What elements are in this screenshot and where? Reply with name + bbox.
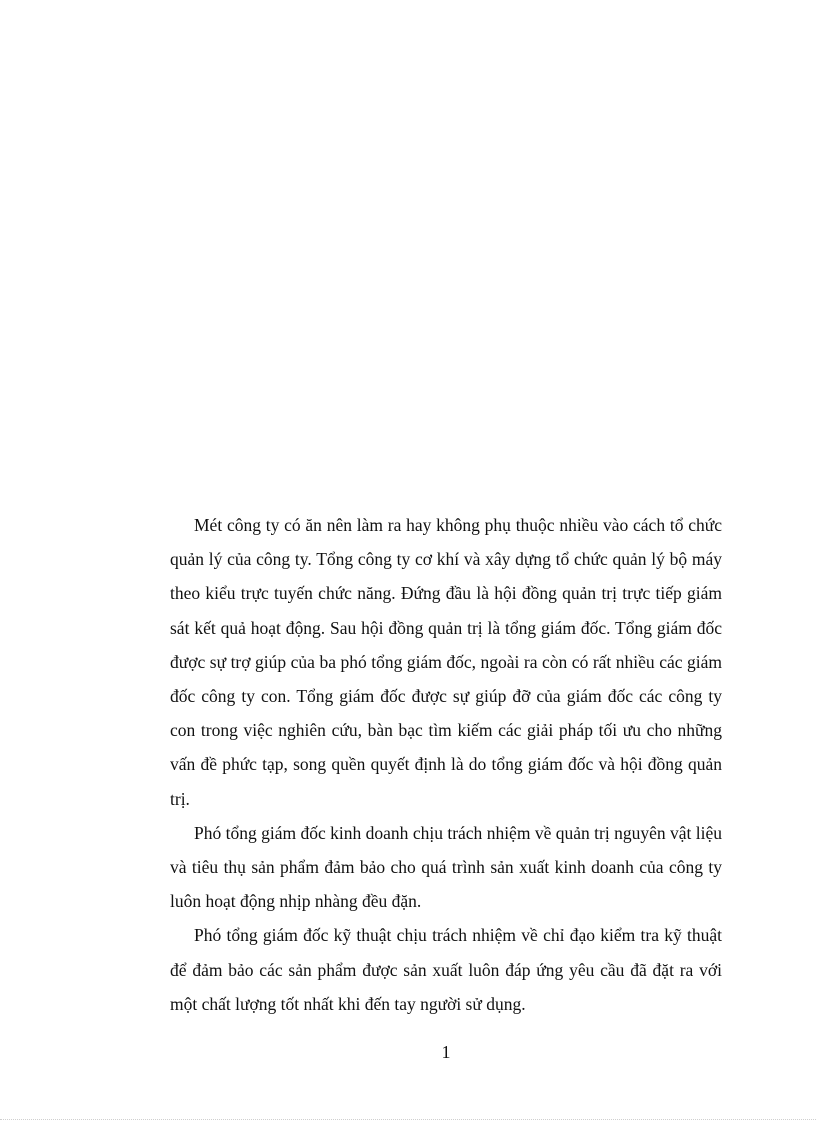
- paragraph-technical-deputy: Phó tổng giám đốc kỹ thuật chịu trách nhiệm về chỉ đạo kiểm tra kỹ thuật để đảm bảo các sản phẩm được sản xuất luôn đáp ứng yêu cầu đã đặt ra với một chất lượng tốt nhất khi đến tay người sử dụng.: [170, 925, 722, 1014]
- page-bottom-divider: [0, 1119, 816, 1120]
- paragraph-organization: Mét công ty có ăn nên làm ra hay không phụ thuộc nhiều vào cách tổ chức quản lý của công ty. Tổng công ty cơ khí và xây dựng tổ chức quản lý bộ máy theo kiểu trực tuyến chức năng. Đứng đầu là hội đồng quản trị trực tiếp giám sát kết quả hoạt động. Sau hội đồng quản trị là tổng giám đốc. Tổng giám đốc được sự trợ giúp của ba phó tổng giám đốc, ngoài ra còn có rất nhiều các giám đốc công ty con. Tổng giám đốc được sự giúp đỡ của giám đốc các công ty con trong việc nghiên cứu, bàn bạc tìm kiếm các giải pháp tối ưu cho những vấn đề phức tạp, song quền quyết định là do tổng giám đốc và hội đồng quản trị.: [170, 515, 722, 809]
- page-number: 1: [441, 1042, 451, 1062]
- paragraph-business-deputy: Phó tổng giám đốc kinh doanh chịu trách nhiệm về quản trị nguyên vật liệu và tiêu thụ sản phẩm đảm bảo cho quá trình sản xuất kinh doanh của công ty luôn hoạt động nhịp nhàng đều đặn.: [170, 822, 722, 912]
- body-text: [170, 508, 722, 1021]
